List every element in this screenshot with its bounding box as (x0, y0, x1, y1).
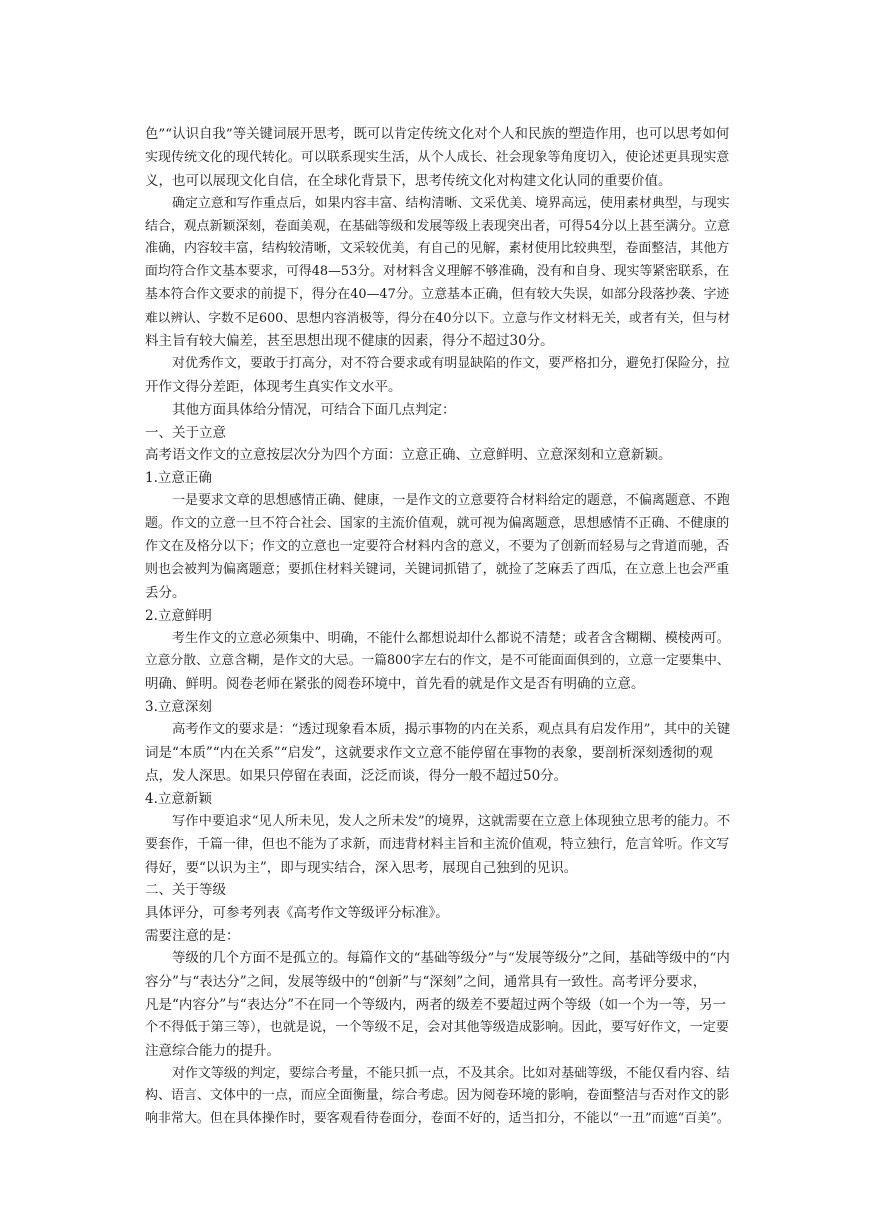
text-line: 基本符合作文要求的前提下，得分在40—47分。立意基本正确，但有较大失误，如部分段落抄袭、字迹 (145, 287, 730, 303)
text-line: 1.立意正确 (145, 470, 212, 487)
text-line: 难以辨认、字数不足600、思想内容消极等，得分在40分以下。立意与作文材料无关，或者有关，但与材 (145, 310, 731, 326)
text-line: 考生作文的立意必须集中、明确，不能什么都想说却什么都说不清楚；或者含含糊糊、模棱两可。 (172, 630, 730, 646)
text-line: 一、关于立意 (145, 424, 226, 441)
text-line: 结合，观点新颖深刻，卷面美观，在基础等级和发展等级上表现突出者，可得54分以上甚至满分。立意 (145, 218, 731, 234)
text-line: 凡是“内容分”与“表达分”不在同一个等级内，两者的级差不要超过两个等级（如一个为一等，另一 (145, 996, 727, 1013)
text-line: 等级的几个方面不是孤立的。每篇作文的“基础等级分”与“发展等级分”之间，基础等级中的“内 (172, 951, 730, 967)
text-line: 实现传统文化的现代转化。可以联系现实生活，从个人成长、社会现象等角度切入，使论述更具现实意 (145, 149, 730, 165)
text-line: 开作文得分差距，体现考生真实作文水平。 (145, 378, 402, 395)
text-line: 高考语文作文的立意按层次分为四个方面：立意正确、立意鲜明、立意深刻和立意新颖。 (145, 447, 672, 464)
text-line: 2.立意鲜明 (145, 607, 212, 624)
text-line: 3.立意深刻 (145, 699, 212, 716)
text-line: 面均符合作文基本要求，可得48—53分。对材料含义理解不够准确，没有和自身、现实等紧密联系，在 (145, 264, 730, 280)
document-body (145, 124, 730, 1131)
text-line: 4.立意新颖 (145, 790, 212, 807)
text-line: 个不得低于第三等），也就是说，一个等级不足，会对其他等级造成影响。因此，要写好作文，一定要 (145, 1019, 730, 1035)
text-line: 对优秀作文，要敢于打高分，对不符合要求或有明显缺陷的作文，要严格扣分，避免打保险分，拉 (172, 355, 730, 371)
text-line: 点，发人深思。如果只停留在表面，泛泛而谈，得分一般不超过50分。 (145, 767, 568, 784)
text-line: 得好，要“以识为主”，即与现实结合，深入思考，展现自己独到的见识。 (145, 859, 578, 876)
text-line: 需要注意的是： (145, 928, 240, 945)
text-line: 丢分。 (145, 584, 186, 601)
text-line: 题。作文的立意一旦不符合社会、国家的主流价值观，就可视为偏离题意，思想感情不正确、不健康的 (145, 516, 730, 532)
text-line: 对作文等级的判定，要综合考量，不能只抓一点，不及其余。比如对基础等级，不能仅看内容、结 (172, 1065, 730, 1081)
text-line: 响非常大。但在具体操作时，要客观看待卷面分，卷面不好的，适当扣分，不能以“一丑”而遮“百美”。 (145, 1111, 730, 1127)
text-line: 构、语言、文体中的一点，而应全面衡量，综合考虑。因为阅卷环境的影响，卷面整洁与否对作文的影 (145, 1088, 730, 1104)
text-line: 色”“认识自我”等关键词展开思考，既可以肯定传统文化对个人和民族的塑造作用，也可以思考如何 (145, 127, 730, 142)
text-line: 要套作，千篇一律，但也不能为了求新，而违背材料主旨和主流价值观，特立独行，危言耸听。作文写 (145, 836, 730, 852)
text-line: 一是要求文章的思想感情正确、健康，一是作文的立意要符合材料给定的题意，不偏离题意、不跑 (172, 493, 730, 509)
text-line: 准确，内容较丰富，结构较清晰，文采较优美，有自己的见解，素材使用比较典型，卷面整洁，其他方 (145, 241, 730, 257)
text-line: 注意综合能力的提升。 (145, 1042, 280, 1059)
text-line: 义，也可以展现文化自信，在全球化背景下，思考传统文化对构建文化认同的重要价值。 (145, 172, 672, 189)
text-line: 则也会被判为偏离题意；要抓住材料关键词，关键词抓错了，就捡了芝麻丢了西瓜，在立意上也会严重 (145, 561, 730, 577)
text-line: 容分”与“表达分”之间，发展等级中的“创新”与“深刻”之间，通常具有一致性。高考评分要求， (145, 973, 707, 990)
text-line: 料主旨有较大偏差，甚至思想出现不健康的因素，得分不超过30分。 (145, 333, 554, 350)
text-line: 词是“本质”“内在关系”“启发”，这就要求作文立意不能停留在事物的表象，要剖析深刻透彻的观 (145, 745, 713, 762)
text-line: 写作中要追求“见人所未见，发人之所未发”的境界，这就需要在立意上体现独立思考的能力。不 (172, 813, 731, 829)
text-line: 确定立意和写作重点后，如果内容丰富、结构清晰、文采优美、境界高远，使用素材典型，与现实 (172, 195, 730, 211)
text-line: 其他方面具体给分情况，可结合下面几点判定： (172, 401, 456, 418)
text-line: 具体评分，可参考列表《高考作文等级评分标准》。 (145, 905, 449, 922)
text-line: 二、关于等级 (145, 882, 226, 899)
text-line: 立意分散、立意含糊，是作文的大忌。一篇800字左右的作文，是不可能面面俱到的，立意一定要集中、 (145, 653, 730, 669)
text-line: 高考作文的要求是：“透过现象看本质，揭示事物的内在关系，观点具有启发作用”，其中的关键 (172, 722, 731, 738)
text-line: 明确、鲜明。阅卷老师在紧张的阅卷环境中，首先看的就是作文是否有明确的立意。 (145, 676, 645, 693)
text-line: 作文在及格分以下；作文的立意也一定要符合材料内含的意义，不要为了创新而轻易与之背道而驰，否 (145, 539, 730, 555)
